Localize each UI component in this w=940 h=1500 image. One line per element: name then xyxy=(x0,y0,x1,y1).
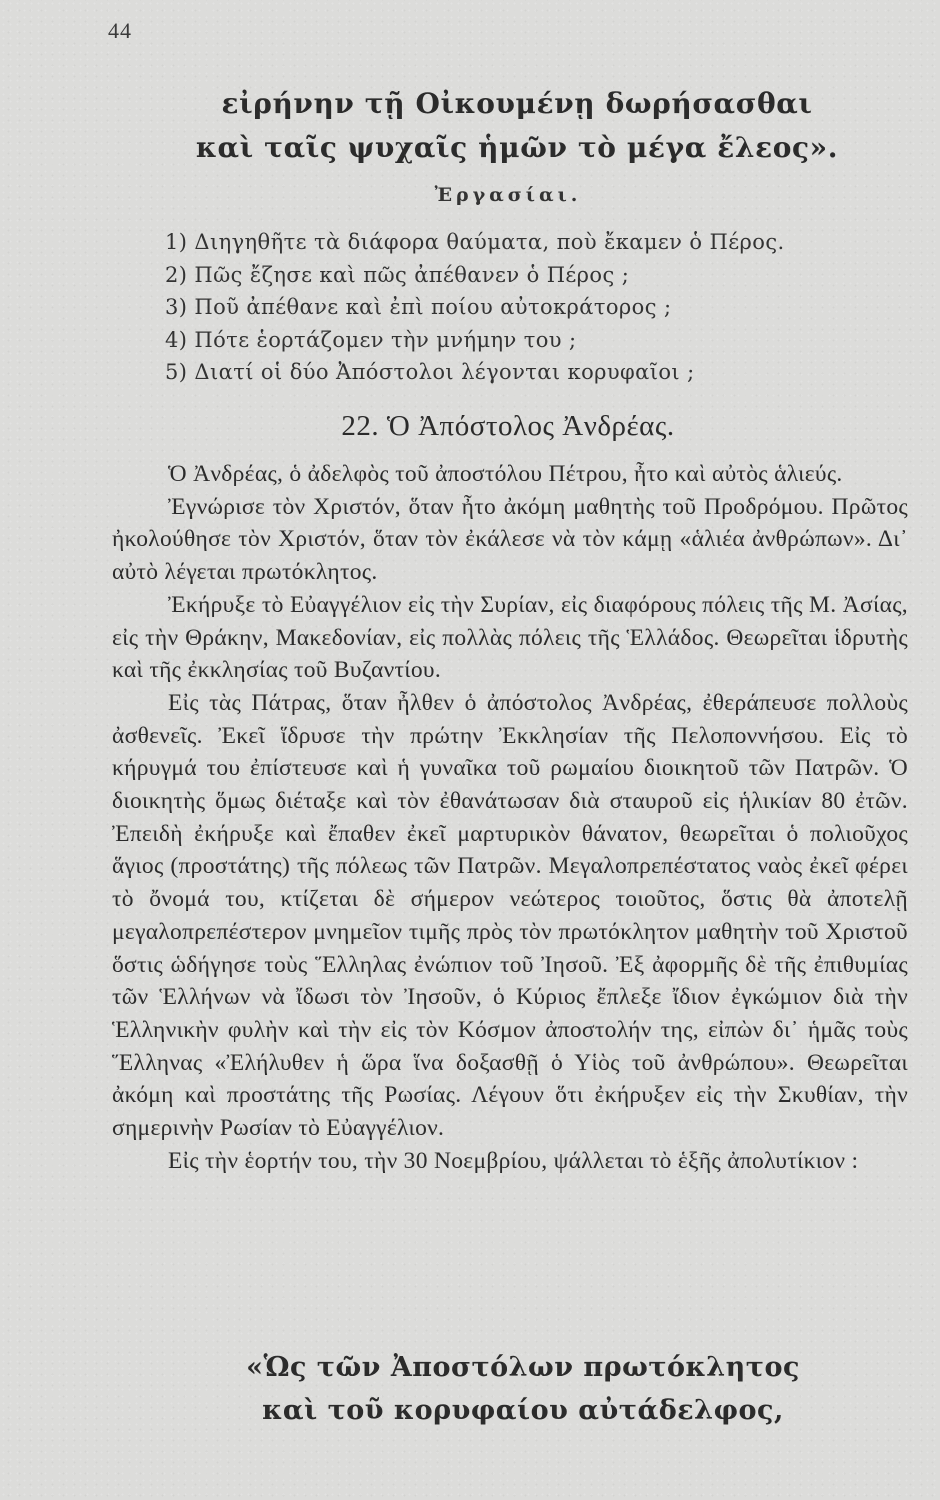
chapter-body xyxy=(112,458,908,1177)
paragraph: Ἐκήρυξε τὸ Εὐαγγέλιον εἰς τὴν Συρίαν, εἰς διαφόρους πόλεις τῆς Μ. Ἀσίας, εἰς τὴν Θράκην, Μακεδονίαν, εἰς πολλὰς πόλεις τῆς Ἑλλάδος. Θεωρεῖται ἱδρυτὴς καὶ τῆς ἐκκλησίας τοῦ Βυζαντίου. xyxy=(112,591,908,684)
exercise-item: 2) Πῶς ἔζησε καὶ πῶς ἀπέθανεν ὁ Πέρος ; xyxy=(165,262,630,287)
apolytikion-hymn xyxy=(108,1346,908,1432)
paragraph: Εἰς τὴν ἑορτήν του, τὴν 30 Νοεμβρίου, ψάλλεται τὸ ἑξῆς ἀπολυτίκιον : xyxy=(168,1147,859,1174)
exercise-item: 4) Πότε ἑορτάζομεν τὴν μνήμην του ; xyxy=(165,327,577,352)
paragraph: Ἐγνώρισε τὸν Χριστόν, ὅταν ἦτο ἀκόμη μαθητὴς τοῦ Προδρόμου. Πρῶτος ἠκολούθησε τὸν Χριστόν, ὅταν τὸν ἐκάλεσε νὰ τὸν κάμῃ «ἁλιέα ἀνθρώπων». Δι᾿ αὐτὸ λέγεται πρωτόκλητος. xyxy=(112,493,908,586)
exercises-list xyxy=(165,226,865,389)
verse-line: καὶ ταῖς ψυχαῖς ἡμῶν τὸ μέγα ἔλεος». xyxy=(195,131,839,164)
paragraph: Εἰς τὰς Πάτρας, ὅταν ἦλθεν ὁ ἀπόστολος Ἀνδρέας, ἐθεράπευσε πολλοὺς ἀσθενεῖς. Ἐκεῖ ἵδρυσε τὴν πρώτην Ἐκκλησίαν τῆς Πελοποννήσου. Εἰς τὸ κήρυγμά του ἐπίστευσε καὶ ἡ γυναῖκα τοῦ ρωμαίου διοικητοῦ τῶν Πατρῶν. Ὁ διοικητὴς ὅμως διέταξε καὶ τὸν ἐθανάτωσαν διὰ σταυροῦ εἰς ἡλικίαν 80 ἐτῶν. Ἐπειδὴ ἐκήρυξε καὶ ἔπαθεν ἐκεῖ μαρτυρικὸν θάνατον, θεωρεῖται ὁ πολιοῦχος ἅγιος (προστάτης) τῆς πόλεως τῶν Πατρῶν. Μεγαλοπρεπέστατος ναὸς ἐκεῖ φέρει τὸ ὄνομά του, κτίζεται δὲ σήμερον νεώτερος τοιοῦτος, ὅστις θὰ ἀποτελῇ μεγαλοπρεπέστερον μνημεῖον τιμῆς πρὸς τὸν πρωτόκλητον μαθητὴν τοῦ Χριστοῦ ὅστις ὡδήγησε τοὺς Ἕλληλας ἐνώπιον τοῦ Ἰησοῦ. Ἐξ ἀφορμῆς δὲ τῆς ἐπιθυμίας τῶν Ἑλλήνων νὰ ἴδωσι τὸν Ἰησοῦν, ὁ Κύριος ἔπλεξε ἴδιον ἐγκώμιον διὰ τὴν Ἑλληνικὴν φυλὴν καὶ τὴν εἰς τὸν Κόσμον ἀποστολήν της, εἰπὼν δι᾿ ἡμᾶς τοὺς Ἕλληνας «Ἐλήλυθεν ἡ ὥρα ἵνα δοξασθῇ ὁ Υἱὸς τοῦ ἀνθρώπου». Θεωρεῖται ἀκόμη καὶ προστάτης τῆς Ρωσίας. Λέγουν ὅτι ἐκήρυξεν εἰς τὴν Σκυθίαν, τὴν σημερινὴν Ρωσίαν τὸ Εὐαγγέλιον. xyxy=(112,689,908,1142)
page-number: 44 xyxy=(108,18,132,43)
exercise-item: 5) Διατί οἱ δύο Ἀπόστολοι λέγονται κορυφαῖοι ; xyxy=(165,360,695,384)
exercise-item: 3) Ποῦ ἀπέθανε καὶ ἐπὶ ποίου αὐτοκράτορος ; xyxy=(165,295,672,319)
hymn-line: καὶ τοῦ κορυφαίου αὐτάδελφος, xyxy=(262,1395,784,1426)
exercises-heading: Ἐργασίαι. xyxy=(434,184,582,206)
chapter-title: 22. Ὁ Ἀπόστολος Ἀνδρέας. xyxy=(341,410,675,442)
exercise-item: 1) Διηγηθῆτε τὰ διάφορα θαύματα, ποὺ ἔκαμεν ὁ Πέρος. xyxy=(165,230,785,254)
verse-line: εἰρήνην τῇ Οἰκουμένῃ δωρήσασθαι xyxy=(221,87,813,120)
paragraph: Ὁ Ἀνδρέας, ὁ ἀδελφὸς τοῦ ἀποστόλου Πέτρου, ἦτο καὶ αὐτὸς ἁλιεύς. xyxy=(168,461,843,487)
verse-ending xyxy=(108,82,908,170)
hymn-line: «Ὡς τῶν Ἀποστόλων πρωτόκλητος xyxy=(246,1352,800,1383)
